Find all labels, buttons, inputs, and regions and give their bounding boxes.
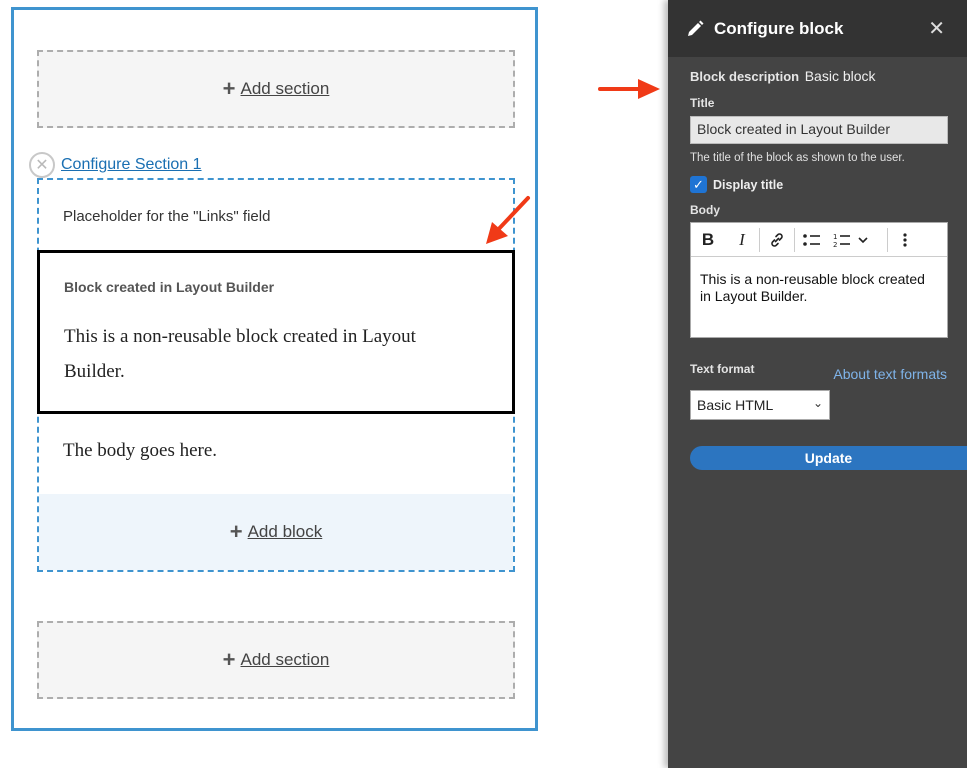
plus-icon: + (222, 647, 236, 672)
text-format-select[interactable] (690, 390, 830, 420)
dialog-body (690, 68, 967, 470)
body-editor (690, 222, 948, 338)
add-section-bottom-button[interactable] (37, 621, 515, 699)
block-description-value: Basic block (804, 68, 876, 84)
pencil-icon (686, 20, 704, 38)
link-icon[interactable] (760, 223, 794, 257)
add-block-label: Add block (247, 522, 323, 541)
configure-section-link[interactable]: Configure Section 1 (61, 156, 202, 173)
title-input[interactable]: Block created in Layout Builder (690, 116, 948, 144)
inline-block[interactable] (37, 250, 515, 414)
dialog-title: Configure block (714, 18, 844, 38)
italic-button[interactable]: I (739, 229, 745, 249)
text-format-label: Text format (690, 362, 755, 376)
display-title-label: Display title (713, 177, 784, 192)
bold-button[interactable]: B (701, 229, 715, 249)
add-section-label: Add section (240, 650, 330, 669)
numbered-list-icon[interactable] (829, 223, 875, 257)
annotation-arrow-dialog (596, 77, 664, 101)
about-text-formats-link[interactable]: About text formats (833, 366, 947, 382)
svg-text:1: 1 (833, 232, 838, 241)
block-title: Block created in Layout Builder (64, 279, 275, 295)
svg-text:2: 2 (833, 240, 838, 248)
body-editor-content[interactable]: This is a non-reusable block created in Layout Builder. (700, 271, 925, 304)
remove-section-icon[interactable]: ✕ (29, 152, 55, 178)
add-section-top-button[interactable] (37, 50, 515, 128)
title-label: Title (690, 96, 715, 110)
section-configure-row (29, 152, 202, 178)
block-description (690, 68, 967, 84)
display-title-checkbox[interactable]: ✓ (690, 176, 707, 193)
links-field-placeholder: Placeholder for the "Links" field (63, 208, 271, 225)
plus-icon: + (229, 519, 243, 544)
block-body: This is a non-reusable block created in Layout Builder. (64, 326, 416, 382)
block-description-label: Block description (690, 69, 800, 84)
editor-toolbar (691, 223, 947, 257)
annotation-arrow-block (480, 192, 536, 248)
chevron-down-icon: ⌄ (812, 396, 823, 410)
layout-builder-canvas (11, 7, 538, 731)
display-title-row (690, 176, 967, 193)
body-field-text: The body goes here. (63, 440, 218, 461)
configure-block-dialog (668, 0, 967, 768)
body-label: Body (690, 203, 720, 217)
text-format-value: Basic HTML (697, 397, 774, 413)
text-format-row (690, 360, 967, 380)
bulleted-list-icon[interactable] (795, 223, 829, 257)
plus-icon: + (222, 76, 236, 101)
more-options-icon[interactable] (888, 223, 922, 257)
title-help-text: The title of the block as shown to the user. (690, 152, 905, 164)
add-block-button[interactable] (39, 494, 513, 570)
update-button[interactable]: Update (690, 446, 967, 470)
dialog-header (668, 0, 967, 57)
add-section-label: Add section (240, 79, 330, 98)
close-icon[interactable]: ✕ (928, 18, 945, 40)
section-region (37, 178, 515, 572)
